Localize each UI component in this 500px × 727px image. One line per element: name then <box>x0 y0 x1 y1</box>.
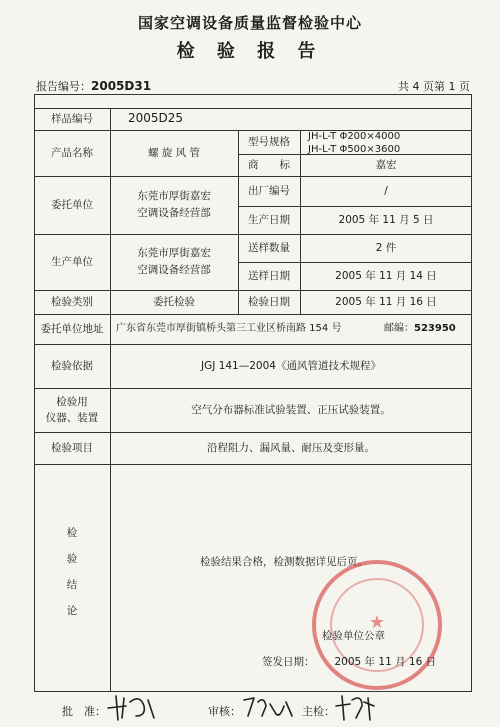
client-value <box>110 176 238 234</box>
issue-date-value: 2005 年 11 月 16 日 <box>334 656 437 668</box>
sample-qty-value: 2 件 <box>375 241 397 254</box>
stamp-label: 检验单位公章 <box>322 630 385 642</box>
approve-label: 批 准： <box>62 705 106 718</box>
model-line2: JH-L-T Φ500×3600 <box>308 144 401 155</box>
instruments-label1: 检验用 <box>56 395 88 408</box>
conclusion-char-1: 检 <box>66 527 78 539</box>
report-no <box>36 78 151 94</box>
product-name-label: 产品名称 <box>51 146 93 159</box>
report-no-label: 报告编号： <box>36 80 91 93</box>
client-line1: 东莞市厚街嘉宏 <box>137 190 211 202</box>
sample-date-label: 送样日期 <box>248 269 290 282</box>
postcode-value: 523950 <box>414 323 456 334</box>
test-date-label: 检验日期 <box>248 295 290 308</box>
brand-label: 商 标 <box>248 158 290 171</box>
conclusion-char-4: 论 <box>66 605 78 617</box>
items-label: 检验项目 <box>51 441 93 454</box>
prod-date-value: 2005 年 11 月 5 日 <box>338 213 434 226</box>
org-title: 国家空调设备质量监督检验中心 <box>137 14 362 32</box>
review-label: 审核： <box>208 705 241 718</box>
client-addr-label: 委托单位地址 <box>40 322 104 335</box>
approve-signature <box>104 690 164 724</box>
model-line1: JH-L-T Φ200×4000 <box>308 131 401 142</box>
instruments-label <box>34 388 110 432</box>
client-line2: 空调设备经营部 <box>137 207 211 219</box>
review-signature <box>240 692 300 722</box>
client-label: 委托单位 <box>51 198 93 211</box>
producer-line1: 东莞市厚街嘉宏 <box>137 247 211 259</box>
prod-date-label: 生产日期 <box>248 213 290 226</box>
conclusion-text: 检验结果合格，检测数据详见后页。 <box>200 556 368 568</box>
model-value <box>308 130 472 156</box>
test-type-label: 检验类别 <box>51 295 93 308</box>
sample-qty-label: 送样数量 <box>248 241 290 254</box>
postcode <box>384 322 456 335</box>
test-label: 主检： <box>302 705 335 718</box>
client-addr-value: 广东省东莞市厚街镇桥头第三工业区桥南路 154 号 <box>116 323 342 334</box>
page-info: 共 4 页第 1 页 <box>398 80 470 93</box>
conclusion-label <box>34 520 110 624</box>
sample-date-value: 2005 年 11 月 14 日 <box>335 269 437 282</box>
test-type-value: 委托检验 <box>153 295 195 308</box>
instruments-label2: 仪器、装置 <box>45 411 99 424</box>
test-signature <box>332 692 382 724</box>
conclusion-char-2: 验 <box>66 553 78 565</box>
producer-line2: 空调设备经营部 <box>137 264 211 276</box>
items-value: 沿程阻力、漏风量、耐压及变形量。 <box>207 441 375 454</box>
producer-label: 生产单位 <box>51 255 93 268</box>
issue-date-label: 签发日期： <box>262 656 315 668</box>
brand-value: 嘉宏 <box>375 158 397 171</box>
instruments-value: 空气分布器标准试验装置、正压试验装置。 <box>191 403 391 416</box>
test-date-value: 2005 年 11 月 16 日 <box>335 295 437 308</box>
report-title: 检 验 报 告 <box>176 41 324 62</box>
model-label: 型号规格 <box>248 135 290 148</box>
sample-no-value: 2005D25 <box>128 111 184 125</box>
basis-value: JGJ 141—2004《通风管道技术规程》 <box>201 359 381 372</box>
postcode-label: 邮编： <box>384 323 414 334</box>
factory-no-value: / <box>384 184 388 197</box>
issue-date <box>262 656 436 669</box>
producer-value <box>110 234 238 290</box>
product-name-value: 螺 旋 风 管 <box>147 146 200 159</box>
conclusion-char-3: 结 <box>66 579 78 591</box>
inspection-stamp: ★ <box>312 560 442 690</box>
factory-no-label: 出厂编号 <box>248 184 290 197</box>
sample-no-label: 样品编号 <box>51 112 93 125</box>
report-no-value: 2005D31 <box>91 79 152 93</box>
basis-label: 检验依据 <box>51 359 93 372</box>
